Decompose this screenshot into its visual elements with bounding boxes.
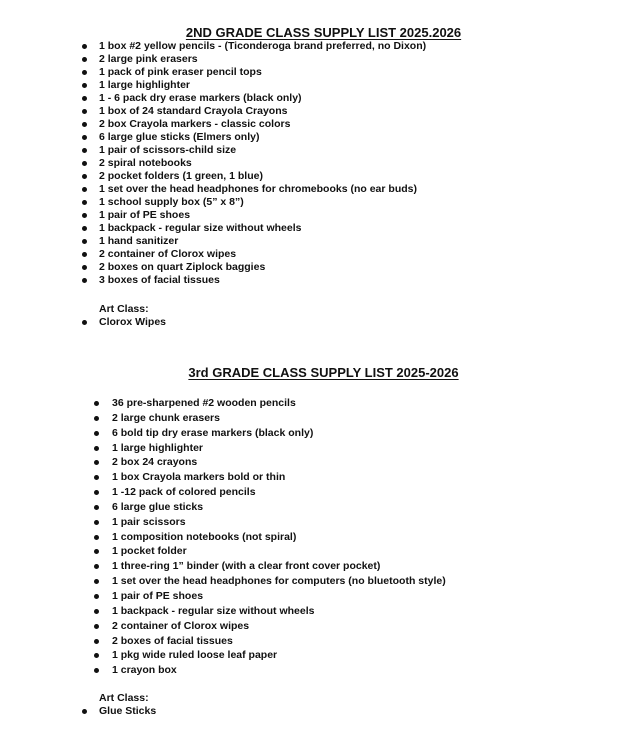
list-item bbox=[99, 144, 426, 157]
list-item bbox=[112, 470, 446, 485]
list-item bbox=[112, 574, 446, 589]
list-item bbox=[112, 396, 446, 411]
bullet-icon bbox=[82, 122, 87, 127]
list-item-text: 1 school supply box (5” x 8”) bbox=[99, 196, 244, 208]
list-item bbox=[99, 170, 426, 183]
list-item-text: 2 container of Clorox wipes bbox=[99, 248, 237, 260]
bullet-icon bbox=[82, 109, 87, 114]
bullet-icon bbox=[94, 520, 99, 525]
list-item-text: 1 - 6 pack dry erase markers (black only) bbox=[99, 92, 302, 104]
list-item bbox=[112, 619, 446, 634]
bullet-icon bbox=[94, 431, 99, 436]
bullet-icon bbox=[94, 460, 99, 465]
bullet-icon bbox=[94, 624, 99, 629]
bullet-icon bbox=[94, 401, 99, 406]
list-item bbox=[99, 235, 426, 248]
list-item-text: 1 pocket folder bbox=[112, 545, 187, 558]
grade2-art-list bbox=[99, 316, 166, 329]
list-item bbox=[112, 634, 446, 649]
bullet-icon bbox=[94, 639, 99, 644]
grade3-title: 3rd GRADE CLASS SUPPLY LIST 2025-2026 bbox=[188, 365, 459, 380]
list-item-text: 1 set over the head headphones for computers (no bluetooth style) bbox=[112, 575, 446, 588]
list-item bbox=[112, 648, 446, 663]
list-item bbox=[112, 441, 446, 456]
bullet-icon bbox=[82, 57, 87, 62]
list-item bbox=[112, 559, 446, 574]
list-item-text: 2 box Crayola markers - classic colors bbox=[99, 118, 291, 130]
list-item bbox=[112, 485, 446, 500]
list-item bbox=[99, 316, 166, 329]
bullet-icon bbox=[82, 135, 87, 140]
bullet-icon bbox=[94, 549, 99, 554]
grade2-art-label: Art Class: bbox=[99, 303, 149, 315]
list-item-text: 1 pair of PE shoes bbox=[112, 589, 204, 602]
bullet-icon bbox=[94, 505, 99, 510]
bullet-icon bbox=[94, 564, 99, 569]
list-item-text: 1 hand sanitizer bbox=[99, 235, 179, 247]
bullet-icon bbox=[82, 226, 87, 231]
list-item-text: 1 box #2 yellow pencils - (Ticonderoga brand preferred, no Dixon) bbox=[99, 40, 427, 52]
list-item bbox=[99, 40, 426, 53]
list-item bbox=[99, 53, 426, 66]
list-item bbox=[99, 92, 426, 105]
list-item-text: 1 three-ring 1” binder (with a clear front cover pocket) bbox=[112, 560, 381, 573]
list-item bbox=[112, 663, 446, 678]
list-item bbox=[99, 118, 426, 131]
bullet-icon bbox=[82, 44, 87, 49]
list-item bbox=[99, 261, 426, 274]
list-item bbox=[99, 131, 426, 144]
bullet-icon bbox=[82, 96, 87, 101]
bullet-icon bbox=[82, 709, 87, 714]
list-item bbox=[99, 222, 426, 235]
list-item-text: 1 -12 pack of colored pencils bbox=[112, 486, 256, 499]
list-item bbox=[99, 157, 426, 170]
list-item-text: 1 backpack - regular size without wheels bbox=[112, 604, 315, 617]
list-item bbox=[99, 79, 426, 92]
list-item bbox=[99, 105, 426, 118]
list-item bbox=[112, 515, 446, 530]
list-item bbox=[99, 248, 426, 261]
list-item-text: 2 spiral notebooks bbox=[99, 157, 192, 169]
list-item bbox=[99, 274, 426, 287]
bullet-icon bbox=[82, 239, 87, 244]
list-item-text: 1 large highlighter bbox=[112, 441, 204, 454]
bullet-icon bbox=[82, 265, 87, 270]
list-item-text: 2 boxes on quart Ziplock baggies bbox=[99, 261, 266, 273]
list-item-text: 36 pre-sharpened #2 wooden pencils bbox=[112, 397, 296, 409]
list-item bbox=[112, 455, 446, 470]
bullet-icon bbox=[94, 535, 99, 540]
bullet-icon bbox=[82, 200, 87, 205]
list-item-text: 1 pair of PE shoes bbox=[99, 209, 191, 221]
list-item-text: 2 container of Clorox wipes bbox=[112, 619, 250, 632]
list-item bbox=[112, 530, 446, 545]
bullet-icon bbox=[94, 475, 99, 480]
list-item-text: 2 boxes of facial tissues bbox=[112, 634, 233, 647]
list-item-text: Glue Sticks bbox=[99, 705, 157, 717]
list-item bbox=[112, 544, 446, 559]
bullet-icon bbox=[82, 174, 87, 179]
bullet-icon bbox=[94, 490, 99, 495]
grade3-art-label: Art Class: bbox=[99, 692, 149, 704]
bullet-icon bbox=[82, 161, 87, 166]
bullet-icon bbox=[94, 594, 99, 599]
list-item-text: 1 box Crayola markers bold or thin bbox=[112, 471, 286, 484]
bullet-icon bbox=[82, 252, 87, 257]
list-item-text: 6 bold tip dry erase markers (black only) bbox=[112, 426, 314, 439]
list-item bbox=[99, 196, 426, 209]
list-item-text: 2 box 24 crayons bbox=[112, 456, 198, 469]
list-item-text: 1 box of 24 standard Crayola Crayons bbox=[99, 105, 288, 117]
bullet-icon bbox=[82, 187, 87, 192]
list-item-text: 2 large chunk erasers bbox=[112, 411, 220, 424]
list-item-text: 1 backpack - regular size without wheels bbox=[99, 222, 302, 234]
bullet-icon bbox=[94, 579, 99, 584]
list-item bbox=[99, 209, 426, 222]
grade3-supply-list bbox=[112, 396, 446, 678]
grade2-title: 2ND GRADE CLASS SUPPLY LIST 2025.2026 bbox=[185, 25, 462, 40]
list-item bbox=[112, 500, 446, 515]
list-item bbox=[99, 705, 156, 718]
bullet-icon bbox=[94, 416, 99, 421]
list-item bbox=[112, 589, 446, 604]
bullet-icon bbox=[82, 278, 87, 283]
list-item-text: Clorox Wipes bbox=[99, 316, 166, 328]
bullet-icon bbox=[82, 148, 87, 153]
list-item bbox=[112, 411, 446, 426]
list-item-text: 6 large glue sticks (Elmers only) bbox=[99, 131, 260, 143]
list-item-text: 1 pkg wide ruled loose leaf paper bbox=[112, 649, 278, 662]
list-item-text: 1 large highlighter bbox=[99, 79, 191, 91]
list-item-text: 1 composition notebooks (not spiral) bbox=[112, 530, 297, 543]
bullet-icon bbox=[94, 609, 99, 614]
list-item-text: 1 pair scissors bbox=[112, 515, 186, 528]
list-item-text: 6 large glue sticks bbox=[112, 500, 204, 513]
bullet-icon bbox=[82, 70, 87, 75]
list-item-text: 2 large pink erasers bbox=[99, 53, 198, 65]
list-item-text: 1 set over the head headphones for chromebooks (no ear buds) bbox=[99, 183, 417, 195]
list-item bbox=[112, 426, 446, 441]
list-item-text: 1 pair of scissors-child size bbox=[99, 144, 237, 156]
list-item-text: 1 pack of pink eraser pencil tops bbox=[99, 66, 262, 78]
list-item bbox=[99, 183, 426, 196]
list-item-text: 1 crayon box bbox=[112, 664, 177, 677]
grade2-supply-list bbox=[99, 40, 426, 287]
list-item-text: 3 boxes of facial tissues bbox=[99, 274, 220, 286]
bullet-icon bbox=[82, 213, 87, 218]
list-item bbox=[99, 66, 426, 79]
grade3-art-list bbox=[99, 705, 156, 718]
bullet-icon bbox=[82, 320, 87, 325]
list-item bbox=[112, 604, 446, 619]
bullet-icon bbox=[94, 653, 99, 658]
list-item-text: 2 pocket folders (1 green, 1 blue) bbox=[99, 170, 263, 182]
bullet-icon bbox=[82, 83, 87, 88]
bullet-icon bbox=[94, 668, 99, 673]
bullet-icon bbox=[94, 446, 99, 451]
